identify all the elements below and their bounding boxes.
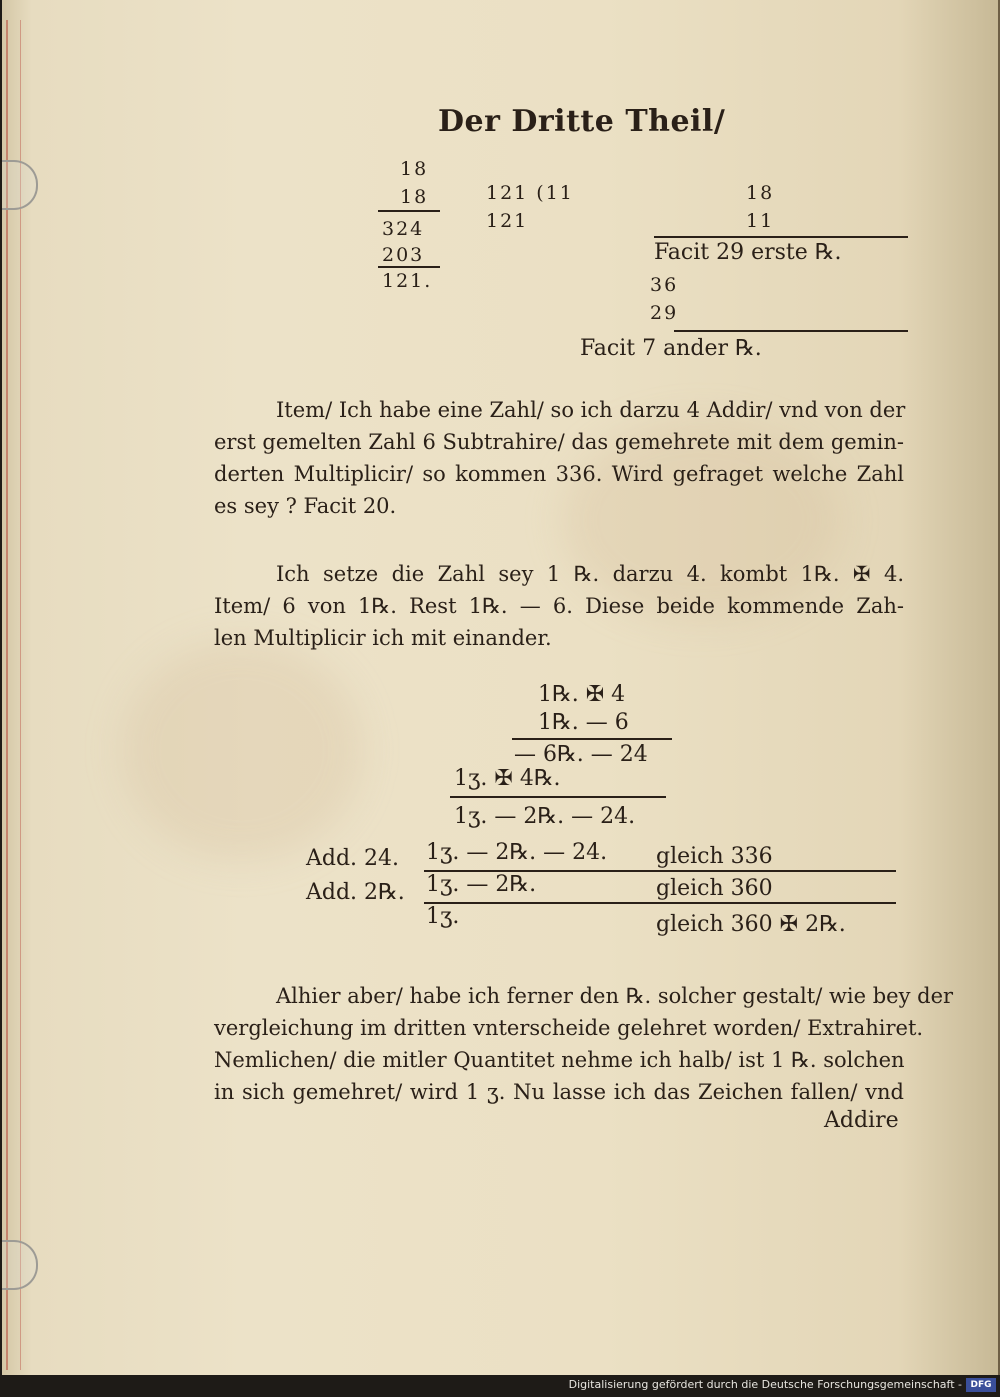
calc-number: 18: [400, 158, 429, 180]
calc-number: 121.: [382, 270, 433, 292]
text-line: Alhier aber/ habe ich ferner den ℞. solcher gestalt/ wie bey der: [276, 984, 954, 1008]
calc-number: 121 (11: [486, 182, 574, 204]
calc-expression: 1ʒ.: [426, 904, 460, 929]
binding-ring-top: [2, 160, 38, 210]
paper-stain: [122, 640, 362, 860]
facit-line: Facit 7 ander ℞.: [580, 336, 762, 361]
text-line: erst gemelten Zahl 6 Subtrahire/ das gemehrete mit dem gemin-: [214, 430, 904, 454]
paragraph: [214, 980, 954, 1108]
calc-number: 121: [486, 210, 529, 232]
text-line: in sich gemehret/ wird 1 ʒ. Nu lasse ich das Zeichen fallen/ vnd: [214, 1080, 904, 1104]
binding-ring-bottom: [2, 1240, 38, 1290]
calc-expression: 1ʒ. — 2℞. — 24.: [426, 840, 608, 865]
running-head: Der Dritte Theil/: [438, 104, 726, 139]
calc-expression: 1℞. — 6: [538, 710, 629, 735]
text-line: vergleichung im dritten vnterscheide gelehret worden/ Extrahiret.: [214, 1016, 924, 1040]
calc-expression: 1ʒ. — 2℞. — 24.: [454, 804, 636, 829]
calc-rule: [378, 266, 440, 268]
calc-rule: [654, 236, 908, 238]
calc-expression: 1ʒ. — 2℞.: [426, 872, 537, 897]
calc-number: 324: [382, 218, 425, 240]
calc-number: 36: [650, 274, 679, 296]
text-line: es sey ? Facit 20.: [214, 494, 397, 518]
catchword: Addire: [824, 1108, 899, 1133]
calc-number: 18: [400, 186, 429, 208]
text-line: Item/ 6 von 1℞. Rest 1℞. — 6. Diese beide kommende Zah-: [214, 594, 904, 618]
equation-result: gleich 336: [656, 844, 773, 869]
book-page: [2, 0, 1000, 1375]
text-line: Item/ Ich habe eine Zahl/ so ich darzu 4 Addir/ vnd von der: [276, 398, 906, 422]
add-label: Add. 24.: [306, 846, 400, 871]
red-page-edge: [6, 20, 21, 1370]
calc-expression: 1ʒ. ✠ 4℞.: [454, 766, 561, 791]
text-line: derten Multiplicir/ so kommen 336. Wird gefraget welche Zahl: [214, 462, 904, 486]
funding-credit: Digitalisierung gefördert durch die Deutsche Forschungsgemeinschaft -: [568, 1378, 962, 1391]
text-line: Ich setze die Zahl sey 1 ℞. darzu 4. kombt 1℞. ✠ 4.: [276, 562, 904, 586]
facit-line: Facit 29 erste ℞.: [654, 240, 842, 265]
digitization-footer: [0, 1375, 1000, 1397]
calc-expression: 1℞. ✠ 4: [538, 682, 626, 707]
text-line: Nemlichen/ die mitler Quantitet nehme ich halb/ ist 1 ℞. solchen: [214, 1048, 905, 1072]
add-label: Add. 2℞.: [306, 880, 405, 905]
dfg-logo-icon: DFG: [966, 1378, 996, 1392]
calc-number: 11: [746, 210, 775, 232]
equation-result: gleich 360: [656, 876, 773, 901]
equation-result: gleich 360 ✠ 2℞.: [656, 912, 846, 937]
calc-number: 29: [650, 302, 679, 324]
text-line: len Multiplicir ich mit einander.: [214, 626, 552, 650]
calc-expression: — 6℞. — 24: [514, 742, 648, 767]
calc-rule: [450, 796, 666, 798]
calc-rule: [674, 330, 908, 332]
calc-rule: [512, 738, 672, 740]
calc-number: 203: [382, 244, 425, 266]
calc-rule: [424, 902, 896, 904]
paragraph: [214, 394, 904, 522]
calc-number: 18: [746, 182, 775, 204]
paragraph: [214, 558, 904, 654]
calc-rule: [378, 210, 440, 212]
